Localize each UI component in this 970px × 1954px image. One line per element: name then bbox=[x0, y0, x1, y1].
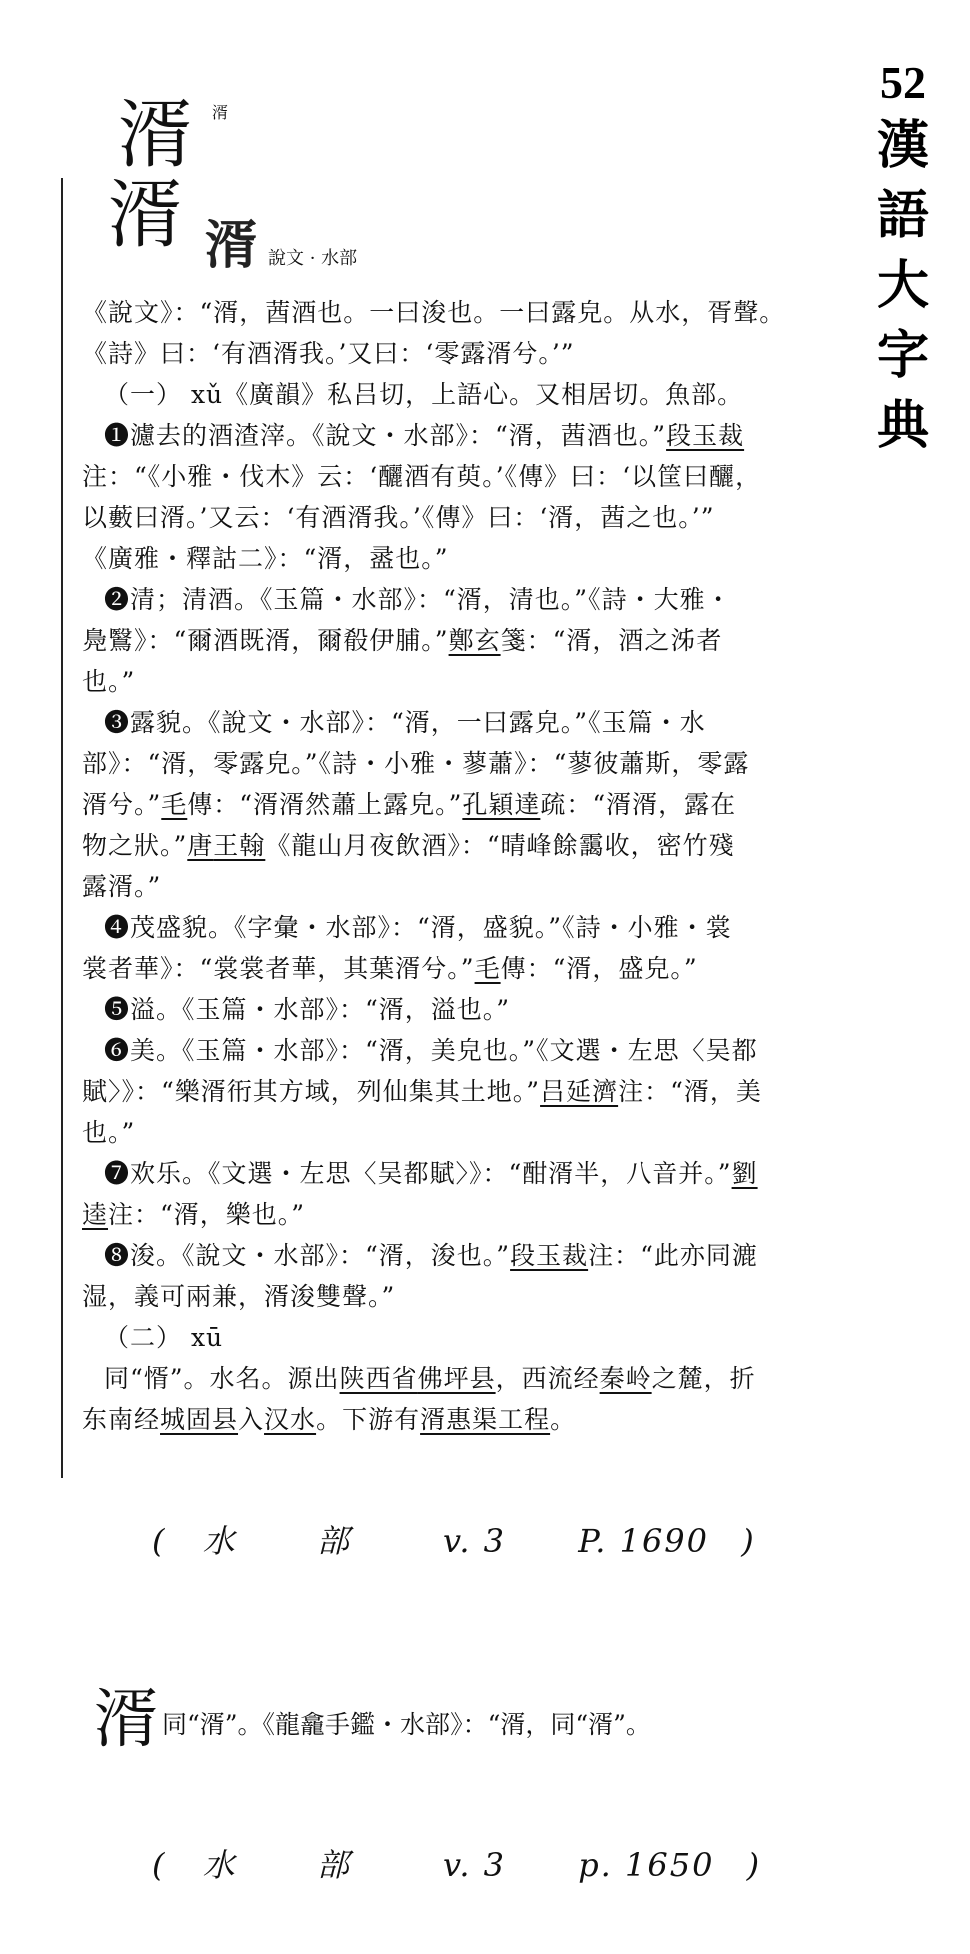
text-span: ❽浚。《說文・水部》：“湑，浚也。” bbox=[104, 1241, 511, 1270]
title-char: 大 bbox=[876, 255, 929, 316]
sense-2: ❷清；清酒。《玉篇・水部》：“湑，清也。”《詩・大雅・ bbox=[104, 585, 732, 614]
dictionary-title bbox=[858, 55, 948, 461]
note-text: 水 bbox=[202, 1846, 237, 1884]
note-text: 部 bbox=[316, 1522, 351, 1560]
headword-char: 湑 bbox=[118, 92, 192, 178]
text-span: 同“㥠”。水名。源出 bbox=[104, 1364, 340, 1393]
reading-line: （一） xǔ《廣韻》私吕切，上語心。又相居切。魚部。 bbox=[104, 380, 744, 409]
note-text: 水 bbox=[202, 1522, 237, 1560]
text-span: 。下游有 bbox=[316, 1405, 421, 1434]
text-line: 《廣雅・釋詁二》：“湑，盝也。” bbox=[82, 544, 449, 573]
person-name: 王翰 bbox=[213, 831, 266, 860]
seal-source-label: 說文 · 水部 bbox=[268, 248, 358, 269]
title-char: 漢 bbox=[876, 115, 929, 176]
person-name: 鄭玄 bbox=[448, 626, 501, 655]
note-text: 部 bbox=[316, 1846, 351, 1884]
person-name: 段玉裁 bbox=[666, 421, 745, 450]
entry-2 bbox=[94, 1668, 651, 1760]
title-char: 典 bbox=[876, 395, 929, 456]
text-span: 裳者華》：“裳裳者華，其葉湑兮。” bbox=[82, 954, 475, 983]
place-name: 汉水 bbox=[264, 1405, 317, 1434]
text-line: 部》：“湑，零露皃。”《詩・小雅・蓼蕭》：“蓼彼蕭斯，零露 bbox=[82, 749, 750, 778]
text-line: 《詩》曰：‘有酒湑我。’又曰：‘零露湑兮。’” bbox=[82, 339, 575, 368]
title-char: 字 bbox=[876, 325, 929, 386]
text-line bbox=[82, 1071, 852, 1112]
text-span: 注：“湑，樂也。” bbox=[108, 1200, 306, 1229]
volume-number: 52 bbox=[880, 57, 926, 108]
place-name: 佛坪县 bbox=[417, 1364, 496, 1393]
text-span: 。 bbox=[550, 1405, 577, 1434]
note-paren: ) bbox=[746, 1846, 762, 1884]
text-span: 箋：“湑，酒之泲者 bbox=[500, 626, 723, 655]
text-line bbox=[82, 784, 852, 825]
note-page: P. 1690 bbox=[578, 1522, 710, 1560]
person-name: 毛 bbox=[474, 954, 501, 983]
sense-7 bbox=[82, 1153, 852, 1194]
sense-6: ❻美。《玉篇・水部》：“湑，美皃也。”《文選・左思〈吴都 bbox=[104, 1036, 758, 1065]
person-name: 劉 bbox=[731, 1159, 758, 1188]
text-span: 东南经 bbox=[82, 1405, 161, 1434]
text-span: 之麓，折 bbox=[651, 1364, 756, 1393]
sense-3: ❸露貌。《說文・水部》：“湑，一曰露皃。”《玉篇・水 bbox=[104, 708, 706, 737]
place-name: 湑惠渠工程 bbox=[420, 1405, 551, 1434]
text-span: 物之狀。” bbox=[82, 831, 188, 860]
text-line bbox=[82, 948, 852, 989]
text-span: 湑兮。” bbox=[82, 790, 162, 819]
headword-char-2: 湑 bbox=[108, 172, 182, 258]
person-name: 孔穎達 bbox=[462, 790, 541, 819]
headword-note: 湑 bbox=[212, 103, 229, 122]
text-span: ❼欢乐。《文選・左思〈吴都賦〉》：“酣湑半，八音并。” bbox=[104, 1159, 732, 1188]
text-line: 以藪曰湑。’又云：‘有酒湑我。’《傳》曰：‘湑，莤之也。’” bbox=[82, 503, 715, 532]
person-name: 吕延濟 bbox=[540, 1077, 619, 1106]
text-span: 注：“湑，美 bbox=[618, 1077, 762, 1106]
place-name: 城固县 bbox=[160, 1405, 239, 1434]
text-span: 入 bbox=[238, 1405, 265, 1434]
person-name: 毛 bbox=[161, 790, 188, 819]
seal-script-glyph: 湑 bbox=[205, 215, 258, 276]
sense-8 bbox=[82, 1235, 852, 1276]
text-line: 也。” bbox=[82, 667, 136, 696]
text-line bbox=[82, 1194, 852, 1235]
text-span: 傳：“湑湑然蕭上露皃。” bbox=[187, 790, 463, 819]
headword-char-3: 湑 bbox=[94, 1683, 158, 1757]
handwritten-note-2 bbox=[152, 1840, 761, 1886]
text-span: 鳧鷖》：“爾酒既湑，爾殽伊脯。” bbox=[82, 626, 449, 655]
text-span: ❶濾去的酒渣滓。《說文・水部》：“湑，莤酒也。” bbox=[104, 421, 667, 450]
sense-1 bbox=[82, 415, 852, 456]
dynasty-name: 唐 bbox=[187, 831, 214, 860]
note-paren: ( bbox=[152, 1846, 167, 1884]
text-span: ，西流经 bbox=[495, 1364, 600, 1393]
handwritten-note-1 bbox=[152, 1516, 756, 1562]
text-line: 湿，義可兩兼，湑浚雙聲。” bbox=[82, 1282, 396, 1311]
person-name: 段玉裁 bbox=[510, 1241, 589, 1270]
sense-4: ❹茂盛貌。《字彙・水部》：“湑，盛貌。”《詩・小雅・裳 bbox=[104, 913, 732, 942]
text-span: 疏：“湑湑，露在 bbox=[540, 790, 737, 819]
text-line bbox=[82, 1358, 852, 1399]
note-volume: v. 3 bbox=[443, 1522, 507, 1560]
entry-2-text: 同“湑”。《龍龕手鑑・水部》：“湑，同“湑”。 bbox=[162, 1710, 651, 1739]
title-char: 語 bbox=[876, 185, 929, 246]
text-span: 賦〉》：“樂湑衎其方域，列仙集其土地。” bbox=[82, 1077, 541, 1106]
text-line bbox=[82, 1399, 852, 1440]
entry-body bbox=[82, 292, 852, 1440]
text-span: 注：“此亦同漉 bbox=[588, 1241, 758, 1270]
text-line bbox=[82, 825, 852, 866]
sense-5: ❺溢。《玉篇・水部》：“湑，溢也。” bbox=[104, 995, 511, 1024]
note-paren: ) bbox=[741, 1522, 756, 1560]
text-line: 露湑。” bbox=[82, 872, 162, 901]
text-span: 傳：“湑，盛皃。” bbox=[500, 954, 698, 983]
text-span: 《龍山月夜飲酒》：“晴峰餘靄收，密竹殘 bbox=[265, 831, 735, 860]
note-volume: v. 3 bbox=[443, 1846, 507, 1884]
note-paren: ( bbox=[152, 1522, 167, 1560]
text-line: 也。” bbox=[82, 1118, 136, 1147]
place-name: 陕西省 bbox=[339, 1364, 418, 1393]
reading-line-2: （二） xū bbox=[104, 1323, 224, 1352]
place-name: 秦岭 bbox=[599, 1364, 652, 1393]
note-page: p. 1650 bbox=[578, 1846, 715, 1884]
margin-rule bbox=[61, 178, 63, 1478]
text-line: 《說文》：“湑，莤酒也。一曰浚也。一曰露皃。从水，胥聲。 bbox=[82, 298, 786, 327]
person-name: 逵 bbox=[82, 1200, 109, 1229]
text-line: 注：“《小雅・伐木》云：‘釃酒有萸。’《傳》曰：‘以筐曰釃， bbox=[82, 462, 762, 491]
text-line bbox=[82, 620, 852, 661]
